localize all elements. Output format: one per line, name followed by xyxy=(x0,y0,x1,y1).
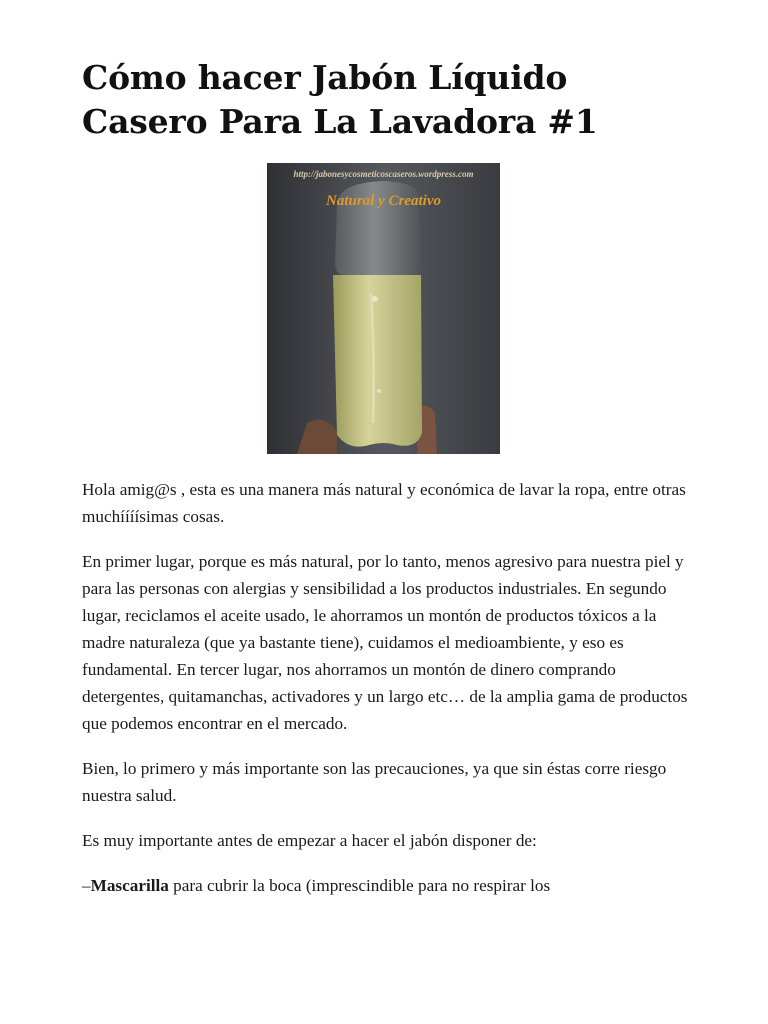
page-title: Cómo hacer Jabón Líquido Casero Para La Lavadora #1 xyxy=(82,58,598,141)
paragraph: Hola amig@s , esta es una manera más natural y económica de lavar la ropa, entre otras muchíííísimas cosas. xyxy=(82,480,686,526)
watermark-url: http://jabonesycosmeticoscaseros.wordpress.com xyxy=(293,169,474,179)
document-page xyxy=(82,56,694,895)
list-item-bold: Mascarilla xyxy=(90,876,169,895)
list-item xyxy=(82,872,694,899)
paragraph: Bien, lo primero y más importante son las precauciones, ya que sin éstas corre riesgo nuestra salud. xyxy=(82,759,667,805)
article-body xyxy=(82,476,694,917)
list-item-text: para cubrir la boca (imprescindible para no respirar los xyxy=(168,876,551,895)
list-dash: – xyxy=(82,876,91,895)
soap-bottle-photo xyxy=(267,163,500,454)
watermark-brand: Natural y Creativo xyxy=(326,193,441,209)
paragraph: Es muy importante antes de empezar a hacer el jabón disponer de: xyxy=(82,831,537,850)
paragraph: En primer lugar, porque es más natural, por lo tanto, menos agresivo para nuestra piel y para las personas con alergias y sensibilidad a los productos industriales. En segundo lugar, reciclamos el aceite usado, le ahorramos un montón de productos tóxicos a la madre naturaleza (que ya bastante tiene), cuidamos el medioambiente, y eso es fundamental. En tercer lugar, nos ahorramos un montón de dinero comprando detergentes, quitamanchas, activadores y un largo etc… de la amplia gama de productos que podemos encontrar en el mercado. xyxy=(82,552,688,733)
